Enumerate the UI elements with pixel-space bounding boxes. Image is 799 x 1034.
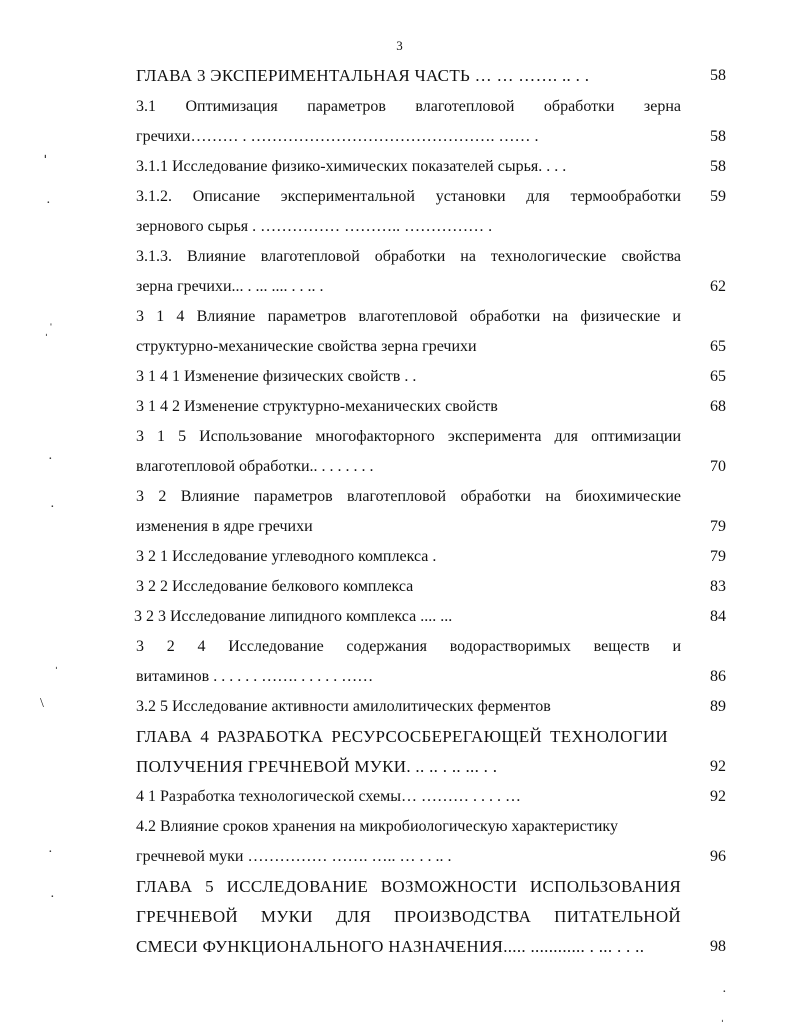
toc-entry: 3 2 2 Исследование белкового комплекса (136, 578, 414, 595)
toc-entry: зернового сырья . …………… ……….. …………… . (136, 218, 493, 235)
scan-speck: · (48, 452, 53, 467)
toc-entry: ГЛАВА 3 ЭКСПЕРИМЕНТАЛЬНАЯ ЧАСТЬ … … ……. .. . . (136, 66, 590, 85)
scan-speck: · (46, 196, 51, 211)
toc-entry: структурно-механические свойства зерна гречихи (136, 338, 477, 355)
page-number: 3 (396, 38, 403, 53)
scan-speck: ˌ (54, 655, 59, 670)
scan-speck: ˈ (42, 152, 49, 174)
toc-entry: 3 1 4 1 Изменение физических свойств . . (136, 368, 417, 385)
toc-page: 83 (710, 578, 726, 595)
toc-page: 92 (710, 788, 726, 805)
toc-entry: 3.1.2. Описание экспериментальной установки для термообработки (136, 188, 681, 205)
scan-speck: · (50, 500, 55, 515)
toc-entry: 3 1 5 Использование многофакторного эксперимента для оптимизации (136, 428, 681, 445)
toc-entry: ГЛАВА 5 ИССЛЕДОВАНИЕ ВОЗМОЖНОСТИ ИСПОЛЬЗОВАНИЯ (136, 877, 681, 896)
scan-speck: · (50, 890, 55, 905)
toc-entry: 4.2 Влияние сроков хранения на микробиологическую характеристику (136, 818, 618, 835)
toc-page: 59 (710, 188, 726, 205)
toc-page: 65 (710, 338, 726, 355)
toc-entry: 3 1 4 Влияние параметров влаготепловой обработки на физические и (136, 308, 681, 325)
toc-entry: 3 2 4 Исследование содержания водорастворимых веществ и (136, 638, 681, 655)
toc-entry: ГЛАВА 4 РАЗРАБОТКА РЕСУРСОСБЕРЕГАЮЩЕЙ ТЕХНОЛОГИИ (136, 727, 668, 746)
toc-entry: ПОЛУЧЕНИЯ ГРЕЧНЕВОЙ МУКИ. .. .. . .. ... . . (136, 757, 498, 776)
toc-page: 58 (710, 128, 726, 145)
toc-entry: 3 2 Влияние параметров влаготепловой обработки на биохимические (136, 488, 681, 505)
scan-speck: · (722, 985, 727, 1000)
toc-entry: изменения в ядре гречихи (136, 518, 313, 535)
toc-page: 92 (710, 758, 726, 775)
toc-entry: 3.1 Оптимизация параметров влаготепловой обработки зерна (136, 98, 681, 115)
toc-entry: 4 1 Разработка технологической схемы… ……… . . . . … (136, 788, 521, 805)
scan-speck: \ (40, 696, 44, 711)
scan-speck: ˌˈ (44, 322, 54, 337)
scan-speck: · (48, 845, 53, 860)
toc-entry: зерна гречихи... . ... .... . . .. . (136, 278, 324, 295)
toc-entry: 3 2 3 Исследование липидного комплекса .... ... (134, 608, 453, 625)
toc-entry: 3.1.3. Влияние влаготепловой обработки на технологические свойства (136, 248, 681, 265)
toc-entry: 3.1.1 Исследование физико-химических показателей сырья. . . . (136, 158, 567, 175)
toc-page: 62 (710, 278, 726, 295)
toc-page: 79 (710, 518, 726, 535)
toc-page: 84 (710, 608, 726, 625)
toc-page: 98 (710, 938, 726, 955)
toc-page: 79 (710, 548, 726, 565)
toc-page: 89 (710, 698, 726, 715)
toc-page: 96 (710, 848, 726, 865)
toc-page: 86 (710, 668, 726, 685)
toc-entry: ГРЕЧНЕВОЙ МУКИ ДЛЯ ПРОИЗВОДСТВА ПИТАТЕЛЬНОЙ (136, 907, 681, 926)
toc-entry: гречихи……… . ………………………………………. …… . (136, 128, 539, 145)
toc-page: 65 (710, 368, 726, 385)
toc-page: 58 (710, 67, 726, 84)
scan-speck: ˌ (720, 1008, 725, 1023)
toc-entry: влаготепловой обработки.. . . . . . . . (136, 458, 374, 475)
toc-page: 58 (710, 158, 726, 175)
toc-entry: СМЕСИ ФУНКЦИОНАЛЬНОГО НАЗНАЧЕНИЯ..... ............ . ... . . .. (136, 937, 645, 956)
toc-entry: 3 2 1 Исследование углеводного комплекса . (136, 548, 437, 565)
toc-entry: 3.2 5 Исследование активности амилолитических ферментов (136, 698, 551, 715)
toc-entry: гречневой муки …………… ……. ….. … . . .. . (136, 848, 452, 865)
toc-entry: витаминов . . . . . . ……. . . . . . …… (136, 668, 374, 685)
toc-entry: 3 1 4 2 Изменение структурно-механических свойств (136, 398, 498, 415)
toc-page: 68 (710, 398, 726, 415)
toc-page: 70 (710, 458, 726, 475)
